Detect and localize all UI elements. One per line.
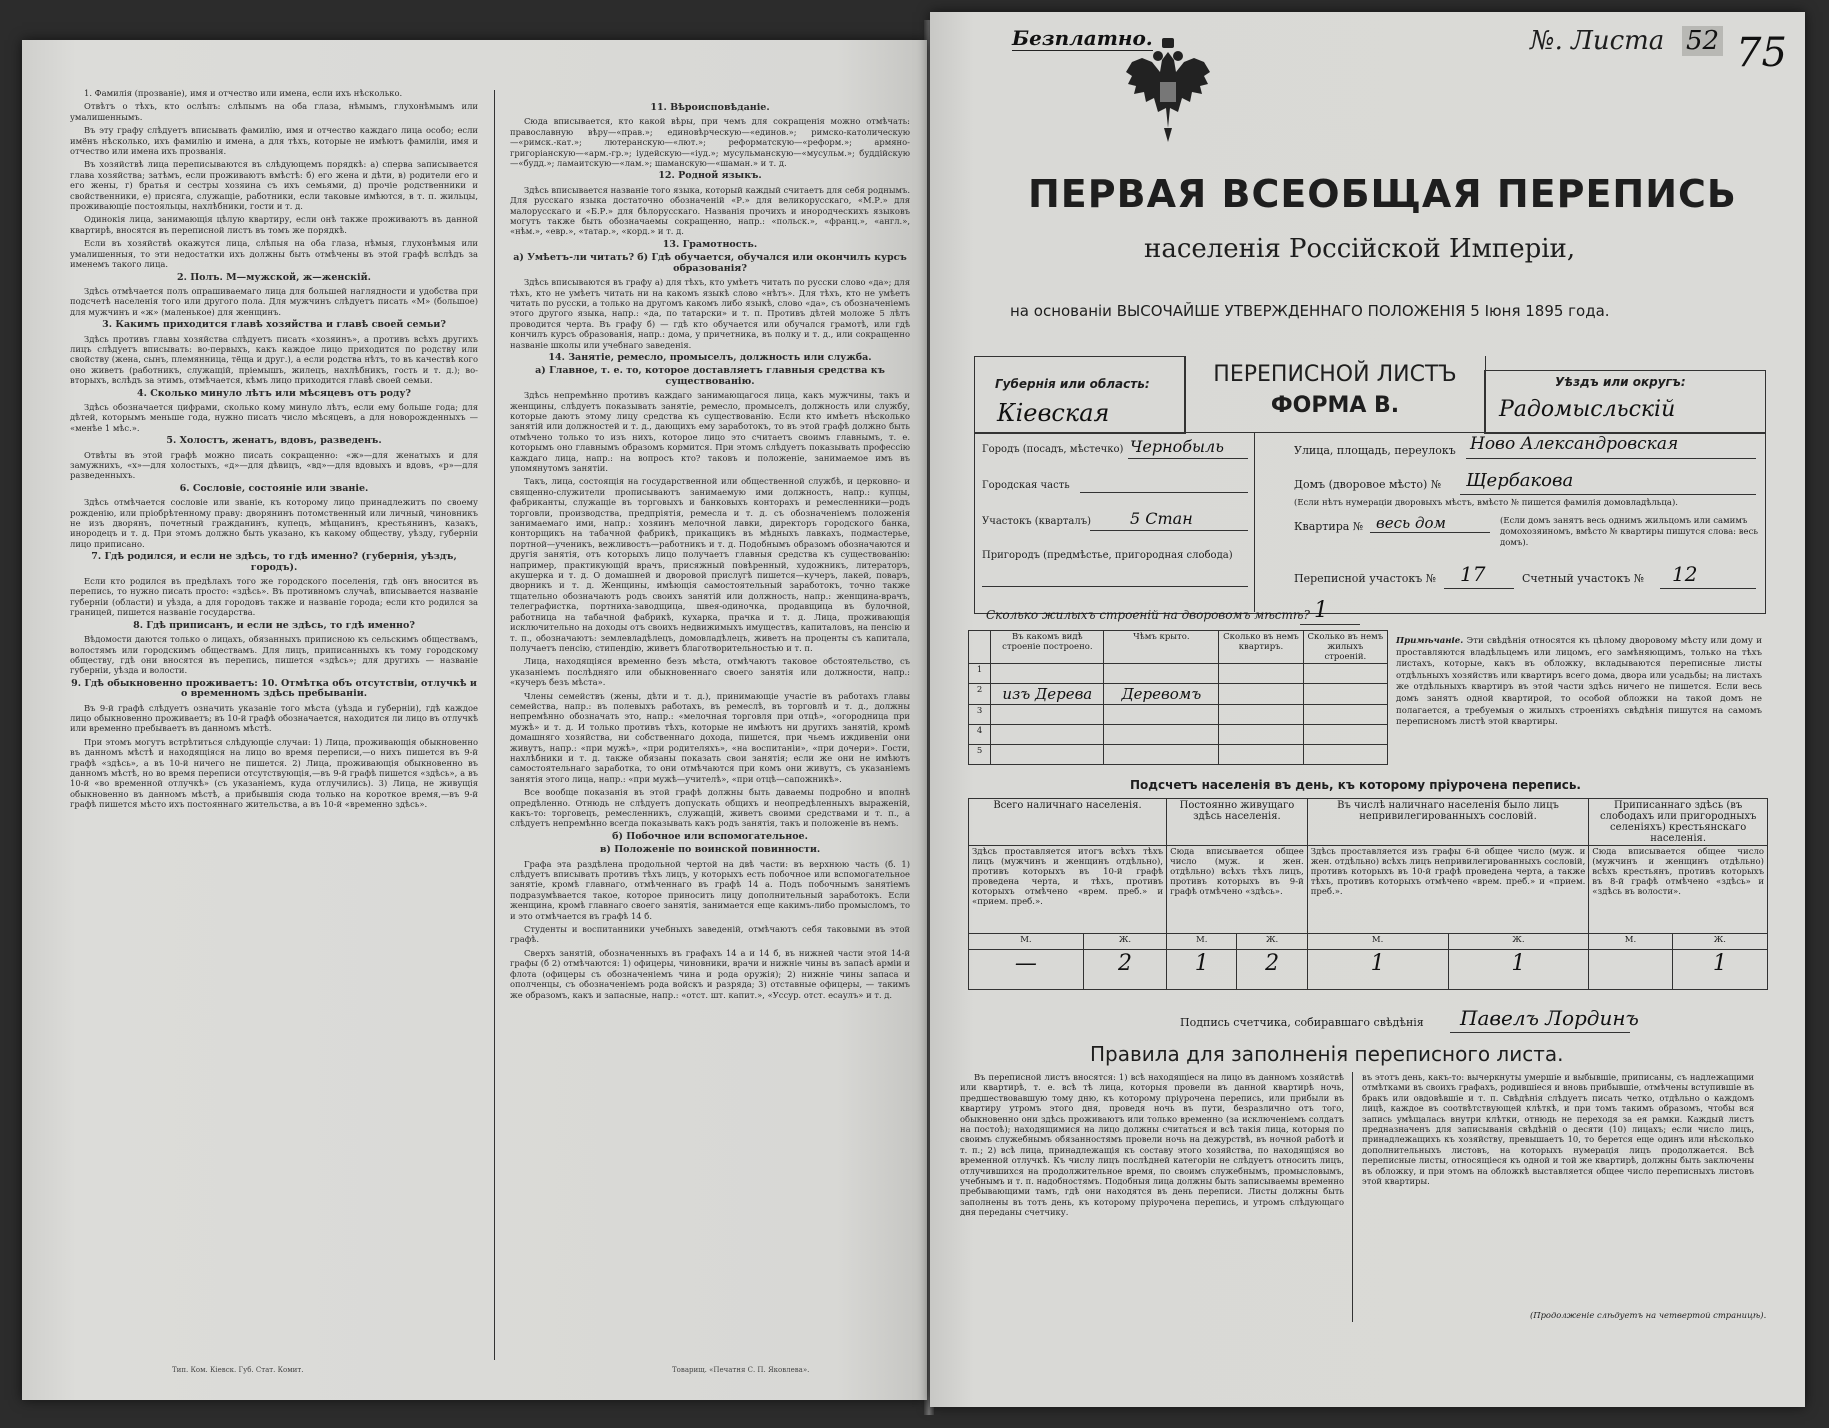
- ct-head-present: Всего наличнаго населенія.: [969, 799, 1167, 846]
- instruction-heading: 2. Полъ. М—мужской, ж—женскій.: [176, 271, 371, 283]
- ct-head-permanent: Постоянно живущаго здѣсь населенія.: [1167, 799, 1308, 846]
- main-title: ПЕРВАЯ ВСЕОБЩАЯ ПЕРЕПИСЬ: [1028, 172, 1737, 216]
- perepisnoy-line: [1444, 588, 1514, 589]
- instruction-paragraph: Здѣсь противъ главы хозяйства слѣдуетъ писать «хозяинъ», а противъ всѣхъ другихъ лицъ слѣдуетъ вписывать: во-первыхъ, какъ каждое лицо приходится по родству или свойству (жена, сынъ, племянница, тёща и друг.), а если родства нѣтъ, то въ качествѣ кого оно живетъ (работникъ, служащій, пріемышъ, жилецъ, нахлѣбникъ, гость и т. д.); во-вторыхъ, вслѣдъ за этимъ, отмѣчается, кѣмъ лицо приходится главѣ своей семьи.: [70, 333, 478, 386]
- chast-label: Городская часть: [982, 480, 1070, 491]
- schetny-label: Счетный участокъ №: [1522, 572, 1645, 585]
- guberniya-label: Губернія или область:: [995, 377, 1150, 391]
- instruction-heading: 9. Гдѣ обыкновенно проживаетъ: 10. Отмѣтка объ отсутствіи, отлучкѣ и о временномъ здѣсь пребываніи.: [71, 677, 477, 700]
- gorod-line: [1128, 458, 1248, 459]
- guberniya-value: Кіевская: [997, 399, 1110, 427]
- instruction-paragraph: Лица, находящіяся временно безъ мѣста, отмѣчаютъ таковое обстоятельство, съ указаніемъ послѣдняго или обыкновеннаго своего занятія или должности, напр.: «кучеръ безъ мѣста».: [510, 656, 910, 688]
- instruction-paragraph: Здѣсь вписывается названіе того языка, который каждый считаетъ для себя роднымъ. Для русскаго языка достаточно обозначеній «Р.» для великорусскаго, «М.Р.» для малорусскаго и «Б.Р.» для бѣлорусскаго. Названія прочихъ и инородческихъ языковъ могутъ также быть обозначаемы сокращенно, напр.: «польск.», «франц.», «англ.», «нѣм.», «евр.», «татар.», «корд.» и т. д.: [510, 184, 910, 237]
- count-permanent-male: 1: [1167, 950, 1237, 990]
- instruction-heading: 14. Занятіе, ремесло, промыселъ, должность или служба.: [548, 351, 872, 363]
- rules-column-1: Въ переписной листъ вносятся: 1) всѣ находящіеся на лицо въ данномъ хозяйствѣ или квартирѣ, т. е. всѣ тѣ лица, которыя провели въ данной квартирѣ ночь, предшествовавшую тому дню, къ которому пріурочена перепись, или прибыли въ квартиру утромъ этого дня, проведя ночь въ пути, безразлично отъ того, обыкновенно они здѣсь проживаютъ или только временно (за исключеніемъ солдатъ на постоѣ); находящимися на лицо должны считаться и всѣ такія лица, которыя по своимъ служебнымъ обязанностямъ провели ночь на дежурствѣ, въ ночной работѣ и т. п.; 2) всѣ лица, принадлежащія къ составу этого хозяйства, по находящіяся во временной отлучкѣ. Къ числу лицъ послѣдней категоріи не слѣдуетъ относить лицъ, отлучившихся на продолжительное время, по своимъ служебнымъ, промысловымъ, учебнымъ и т. п. надобностямъ. Подобныя лица должны быть записываемы временно пребывающими тамъ, гдѣ они находятся въ день переписи. Листы должны быть заполнены въ тотъ день, къ которому пріурочена перепись, и утромъ слѣдующаго дня переданы счетчику.: [960, 1072, 1344, 1218]
- zh-label: Ж.: [1083, 934, 1166, 950]
- instruction-heading: 4. Сколько минуло лѣтъ или мѣсяцевъ отъ роду?: [136, 387, 412, 399]
- schetny-line: [1660, 588, 1756, 589]
- m-label: М.: [1307, 934, 1448, 950]
- uchastok-label: Участокъ (кварталъ): [982, 516, 1091, 527]
- m-label: М.: [1167, 934, 1237, 950]
- address-divider: [1254, 432, 1255, 612]
- kvartira-label: Квартира №: [1294, 520, 1364, 533]
- instruction-heading: 3. Какимъ приходится главѣ хозяйства и главѣ своей семьи?: [102, 319, 446, 331]
- count-peasants-male: [1589, 950, 1672, 990]
- schetny-value: 12: [1672, 562, 1698, 586]
- bt-row-roof: [1104, 664, 1219, 684]
- ct-desc-permanent: Сюда вписывается общее число (муж. и жен. отдѣльно) всѣхъ тѣхъ лицъ, противъ которыхъ въ 9-й графѣ отмѣчено «здѣсь».: [1167, 846, 1308, 934]
- perepisnoy-label: Переписной участокъ №: [1294, 572, 1437, 585]
- bt-row-roof: Деревомъ: [1104, 684, 1219, 705]
- instruction-paragraph: Все вообще показанія въ этой графѣ должны быть даваемы подробно и вполнѣ опредѣленно. Отнюдь не слѣдуетъ допускать общихъ и неопредѣленныхъ выраженій, какъ-то: торговецъ, ремесленникъ, служащій, живетъ своими средствами и т. п., а слѣдуетъ непремѣнно всегда показывать какъ родъ занятія, такъ и положеніе въ немъ.: [510, 787, 910, 829]
- uchastok-line: [1090, 530, 1248, 531]
- archive-page-number: 75: [1736, 30, 1787, 76]
- signature-label: Подпись счетчика, собиравшаго свѣдѣнія: [1180, 1016, 1424, 1029]
- right-page-census-form: [930, 12, 1805, 1407]
- count-peasants-female: 1: [1672, 950, 1767, 990]
- uezd-value: Радомысльскій: [1499, 397, 1676, 422]
- kvartira-value: весь дом: [1376, 514, 1446, 532]
- rules-divider: [1352, 1072, 1353, 1322]
- ct-desc-peasants: Сюда вписывается общее число (мужчинъ и женщинъ отдѣльно) всѣхъ крестьянъ, противъ которыхъ въ 8-й графѣ отмѣчено «здѣсь» и «здѣсь въ волости».: [1589, 846, 1768, 934]
- ulitsa-value: Ново Александровская: [1470, 434, 1679, 454]
- instructions-column-2: [510, 100, 910, 1350]
- uchastok-value: 5 Стан: [1130, 509, 1193, 528]
- instruction-heading: а) Главное, т. е. то, которое доставляетъ главныя средства къ существованію.: [535, 365, 885, 387]
- uezd-box: [1484, 370, 1766, 434]
- instruction-heading: б) Побочное или вспомогательное.: [612, 830, 808, 842]
- instruction-paragraph: Здѣсь обозначается цифрами, сколько кому минуло лѣтъ, если ему больше года; для дѣтей, которымъ меньше года, нужно писать число мѣсяцевъ, а для новорожденныхъ — «менѣе 1 мѣс.».: [70, 401, 478, 433]
- left-page-instructions: [22, 40, 927, 1400]
- instruction-paragraph: 1. Фамилія (прозваніе), имя и отчество или имена, если ихъ нѣсколько.: [84, 88, 403, 98]
- instruction-paragraph: Если въ хозяйствѣ окажутся лица, слѣпыя на оба глаза, нѣмыя, глухонѣмыя или умалишенныя, то эти недостатки ихъ должны быть отмѣчены въ этой графѣ вслѣдъ за именемъ такого лица.: [70, 238, 478, 270]
- bt-head-built: Въ какомъ видѣ строеніе построено.: [991, 631, 1104, 664]
- instruction-paragraph: Отвѣтъ о тѣхъ, кто ослѣпъ: слѣпымъ на оба глаза, нѣмымъ, глухонѣмымъ или умалишеннымъ.: [70, 101, 478, 122]
- bt-row-roof: [1104, 745, 1219, 765]
- m-label: М.: [969, 934, 1084, 950]
- dom-label: Домъ (дворовое мѣсто) №: [1294, 478, 1442, 491]
- free-label: Безплатно.: [1012, 26, 1153, 50]
- count-present-male: —: [969, 950, 1084, 990]
- sheet-number-label: №. Листа: [1530, 26, 1665, 56]
- ulitsa-line: [1466, 458, 1756, 459]
- bt-row-num: 1: [969, 664, 991, 684]
- instruction-heading: а) Умѣетъ-ли читать? б) Гдѣ обучается, обучался или окончилъ курсъ образованія?: [513, 252, 907, 274]
- chast-line: [1080, 492, 1248, 493]
- gorod-value: Чернобыль: [1130, 437, 1224, 456]
- instruction-paragraph: Такъ, лица, состоящія на государственной или общественной службѣ, и церковно- и священно-служители прописываютъ занимаемую ими должность, напр.: купцы, фабриканты, служащіе въ торговыхъ и банковыхъ конторахъ и ремесленники—родъ торговли, производства, предпріятія, ремесла и т. д. съ обозначеніемъ положенія занимаемаго ими, напр.: хозяинъ мелочной лавки, директоръ городского банка, конторщикъ на табачной фабрикѣ, прикащикъ въ мѣдныхъ лавкахъ, подмастерье, портной—ученикъ, вежливостъ—работникъ и т. д. Подобнымъ образомъ обозначаются и другія занятія, отъ которыхъ лицо получаетъ главныя средства къ существованію: например, практикующій врачъ, присяжный повѣренный, художникъ, литераторъ, акушерка и т. д. О домашней и дворовой прислугѣ пишется—кучеръ, лакей, поваръ, дворникъ и т. д. Женщины, имѣющія самостоятельный заработокъ, точно также тщательно обозначаютъ родъ своихъ занятій или должность, напр.: женщина-врачъ, телеграфистка, портниха-заводщица, швея-одиночка, продавщица въ булочной, работница на табачной фабрикѣ, кухарка, прачка и т. д. Лица, проживающія исключительно на доходы отъ своихъ недвижимыхъ имуществъ, капиталовъ, на пенсію и т. п., обозначаютъ: землевладѣлецъ, домовладѣлецъ, живетъ на проценты съ капитала, получаетъ пенсію, стипендію, живетъ благотворительностью и т. п.: [510, 476, 910, 653]
- m-label: М.: [1589, 934, 1672, 950]
- bt-head-roof: Чѣмъ крыто.: [1104, 631, 1219, 664]
- bt-row-roof: [1104, 725, 1219, 745]
- stroeniy-label: Сколько жилыхъ строеній на дворовомъ мѣстѣ?: [986, 608, 1310, 622]
- prigorod-line: [982, 586, 1248, 587]
- count-nonprivileged-male: 1: [1307, 950, 1448, 990]
- bt-row-num: 2: [969, 684, 991, 705]
- bt-row-built: [991, 705, 1104, 725]
- subtitle: населенія Россійской Имперіи,: [1144, 234, 1576, 264]
- kvartira-note: (Если домъ занятъ весь однимъ жильцомъ или самимъ домохозяиномъ, вмѣсто № квартиры пишутся слова: весь домъ).: [1500, 516, 1758, 548]
- zh-label: Ж.: [1672, 934, 1767, 950]
- instruction-paragraph: Отвѣты въ этой графѣ можно писать сокращенно: «ж»—для женатыхъ и для замужнихъ, «х»—для холостыхъ, «д»—для дѣвицъ, «вд»—для вдовыхъ и вдовъ, «р»—для разведенныхъ.: [70, 449, 478, 481]
- ct-desc-nonprivileged: Здѣсь проставляется изъ графы 6-й общее число (муж. и жен. отдѣльно) всѣхъ лицъ непривилегированныхъ сословій, противъ которыхъ въ 10-й графѣ проведена черта, а также тѣхъ, противъ которыхъ отмѣчено «врем. преб.» и «прием. преб.».: [1307, 846, 1589, 934]
- instruction-paragraph: Вѣдомости даются только о лицахъ, обязанныхъ приписною къ сельскимъ обществамъ, волостямъ или городскимъ обществамъ. Для лицъ, приписанныхъ къ тому городскому обществу, гдѣ они вносятся въ перепись, пишется «здѣсь»; для другихъ — названіе губерніи, уѣзда и волости.: [70, 634, 478, 676]
- zh-label: Ж.: [1448, 934, 1589, 950]
- instruction-paragraph: Здѣсь вписываются въ графу а) для тѣхъ, кто умѣетъ читать по русски слово «да»; для тѣхъ, кто не умѣетъ читать ни на какомъ языкѣ слово «нѣтъ». Для тѣхъ, кто не умѣетъ читать по русски, а только на другомъ какомъ либо языкѣ, слово «да», съ обозначеніемъ этого другого языка, напр.: «да, по татарски» и т. п. Противъ дѣтей моложе 5 лѣтъ проводится черта. Въ графу б) — гдѣ кто обучается или обучался грамотѣ, или гдѣ кончилъ курсъ образованія, напр.: дома, у причетника, въ полку и т. д., или сокращенно названіе школы или учебнаго заведенія.: [510, 277, 910, 350]
- instruction-paragraph: Одинокія лица, занимающія цѣлую квартиру, если онѣ также проживаютъ въ данной квартирѣ, вносятся въ переписной листъ въ томъ же порядкѣ.: [70, 214, 478, 235]
- column-divider: [494, 90, 495, 1360]
- instruction-paragraph: Въ хозяйствѣ лица переписываются въ слѣдующемъ порядкѣ: а) сперва записывается глава хозяйства; затѣмъ, если проживаютъ вмѣстѣ: б) его жена и дѣти, в) родители его и его жены, г) братья и сестры хозяина съ ихъ семьями, д) прочіе родственники и свойственники, е) присяга, служащіе, работники, если таковые имѣются, в т. п. жильцы, проживающіе постояльцы, нахлѣбники, гости и т. д.: [70, 159, 478, 212]
- instruction-paragraph: Графа эта раздѣлена продольной чертой на двѣ части: въ верхнюю часть (б. 1) слѣдуетъ вписывать противъ тѣхъ лицъ, у которыхъ есть побочное или вспомогательное занятіе, кромѣ главнаго, отмѣченнаго въ графѣ 14 а. Подъ побочнымъ занятіемъ подразумѣвается такое, которое приносить лицу дополнительный заработокъ. Если женщина, кромѣ главнаго своего занятія, занимается еще какимъ-либо промысломъ, то и это отмѣчается въ графѣ 14 б.: [510, 858, 910, 921]
- stroeniy-value: 1: [1314, 598, 1328, 623]
- sheet-title: [1184, 356, 1486, 433]
- count-nonprivileged-female: 1: [1448, 950, 1589, 990]
- instruction-heading: 11. Вѣроисповѣданіе.: [650, 102, 770, 113]
- kvartira-line: [1370, 532, 1490, 533]
- instruction-paragraph: Члены семействъ (жены, дѣти и т. д.), принимающіе участіе въ работахъ главы семейства, напр.: въ полевыхъ работахъ, въ ремеслѣ, въ торговлѣ и т. д., должны непремѣнно обозначать это, напр.: «мелочная торговля при отцѣ», «огородница при мужѣ» и т. д. И только противъ тѣхъ, которые не имѣютъ ни другихъ занятій, кромѣ домашняго хозяйства, ни собственнаго дохода, пишется, при чьемъ иждивеніи они живутъ, напр.: «при мужѣ», «при родителяхъ», «на воспитаніи», «при дочери». Гости, нахлѣбники и т. д. также обязаны показать свои занятія; если же они не имѣютъ самостоятельнаго заработка, то они отмѣчаются при комъ они живутъ, съ указаніемъ занятія этого лица, напр.: «при мужѣ—учителѣ», «при отцѣ—сапожникѣ».: [510, 690, 910, 784]
- count-title: Подсчетъ населенія въ день, къ которому пріурочена перепись.: [1130, 778, 1581, 792]
- rules-title: Правила для заполненія переписного листа.: [1090, 1042, 1564, 1066]
- rules-continued-note: (Продолженіе слѣдуетъ на четвертой страницѣ).: [1530, 1310, 1767, 1320]
- dom-note: (Если нѣтъ нумераціи дворовыхъ мѣстъ, вмѣсто № пишется фамилія домовладѣльца).: [1294, 498, 1678, 508]
- basis-line: на основаніи ВЫСОЧАЙШЕ УТВЕРЖДЕННАГО ПОЛОЖЕНІЯ 5 Іюня 1895 года.: [1010, 302, 1610, 320]
- count-present-female: 2: [1083, 950, 1166, 990]
- instruction-paragraph: Сверхъ занятій, обозначенныхъ въ графахъ 14 а и 14 б, въ нижней части этой 14-й графы (б 2) отмѣчаются: 1) офицеры, чиновники, врачи и нижніе чины въ запасѣ арміи и флота (офицеры съ обозначеніемъ чина и рода оружія); 2) нижніе чины запаса и ополченцы, съ обозначеніемъ рода войскъ и разряда; 3) отставные офицеры, — такимъ же образомъ, какъ и запасные, напр.: «отст. шт. капит.», «Уссур. отст. есаулъ» и т. д.: [510, 947, 910, 1000]
- bt-row-num: 3: [969, 705, 991, 725]
- instruction-paragraph: Въ эту графу слѣдуетъ вписывать фамилію, имя и отчество каждаго лица особо; если имёнъ нѣсколько, ихъ фамилію и имена, а для тѣхъ, которые не имѣютъ фамиліи, имя и отчество или имена ихъ прозванія.: [70, 125, 478, 157]
- rules-column-2: въ этотъ день, какъ-то: вычеркнуты умершіе и выбывшіе, приписаны, съ надлежащими отмѣтками въ своихъ графахъ, родившіеся и вновь прибывшіе, отмѣчены вступившіе въ бракъ или овдовѣвшіе и т. п. Свѣдѣнія слѣдуетъ писать четко, отдѣльно о каждомъ лицѣ, каждое въ соотвѣтствующей клѣткѣ, и при томъ такимъ образомъ, чтобы вся запись умѣщалась внутри клѣтки, отнюдь не переходя за ея рамки. Каждый листъ предназначенъ для записыванія свѣдѣній о десяти (10) лицахъ; если число лицъ, принадлежащихъ къ хозяйству, превышаетъ 10, то берется еще одинъ или нѣсколько дополнительныхъ листовъ, на которыхъ нумерація лицъ продолжается. Всѣ переписные листы, относящіеся къ одной и той же квартирѣ, должны быть заключены въ обложку, и при этомъ на обложкѣ выставляется общее число переписныхъ листовъ этой квартиры.: [1362, 1072, 1754, 1187]
- bt-row-built: [991, 745, 1104, 765]
- guberniya-box: [974, 356, 1186, 434]
- sheet-number-value: 52: [1682, 26, 1723, 56]
- printer-note-right: Товарищ. «Печатня С. П. Яковлева».: [672, 1366, 810, 1374]
- instruction-paragraph: Студенты и воспитанники учебныхъ заведеній, отмѣчаютъ себя таковыми въ этой графѣ.: [510, 924, 910, 945]
- ct-head-nonprivileged: Въ числѣ наличнаго населенія было лицъ непривилегированныхъ сословій.: [1307, 799, 1589, 846]
- perepisnoy-value: 17: [1460, 562, 1486, 586]
- count-permanent-female: 2: [1237, 950, 1307, 990]
- dom-value: Щербакова: [1466, 470, 1574, 491]
- bt-head-apartments: Сколько въ немъ квартиръ.: [1219, 631, 1303, 664]
- note-title: Примѣчаніе.: [1396, 636, 1464, 646]
- population-count-table: [968, 798, 1768, 990]
- buildings-table: [968, 630, 1388, 765]
- signature-value: Павелъ Лординъ: [1460, 1006, 1639, 1030]
- bt-row-built: [991, 725, 1104, 745]
- uezd-label: Уѣздъ или округъ:: [1555, 375, 1686, 389]
- printer-note-left: Тип. Ком. Кіевск. Губ. Стат. Комит.: [172, 1366, 304, 1374]
- instruction-heading: 6. Сословіе, состояніе или званіе.: [179, 482, 369, 494]
- ulitsa-label: Улица, площадь, переулокъ: [1294, 444, 1456, 457]
- double-headed-eagle-emblem: [1108, 32, 1228, 152]
- dom-line: [1460, 494, 1756, 495]
- instruction-paragraph: Если кто родился въ предѣлахъ того же городского поселенія, гдѣ онъ вносится въ перепись, то нужно писать просто: «здѣсь». Въ противномъ случаѣ, вписывается названіе губерніи (области) и уѣзда, а для городовъ также и названіе города; если кто родился за границей, пишется названіе государства.: [70, 576, 478, 618]
- instruction-heading: 5. Холостъ, женатъ, вдовъ, разведенъ.: [166, 435, 382, 447]
- bt-row-built: [991, 664, 1104, 684]
- prigorod-label: Пригородъ (предмѣстье, пригородная слобода): [982, 550, 1233, 561]
- instruction-heading: 8. Гдѣ приписанъ, и если не здѣсь, то гдѣ именно?: [133, 619, 415, 631]
- bt-row-roof: [1104, 705, 1219, 725]
- bt-row-num: 5: [969, 745, 991, 765]
- note-text: Эти свѣдѣнія относятся къ цѣлому дворовому мѣсту или дому и проставляются владѣльцемъ или лицомъ, его замѣняющимъ, только на тѣхъ листахъ, которые, какъ въ обложку, вкладываются переписные листы отдѣльныхъ хозяйствъ или квартиръ всего дома, двора или усадьбы; на листахъ же отдѣльныхъ квартиръ въ этой части здѣсь ничего не пишется. Если весь домъ занятъ одной квартирой, то особой обложки на такой домъ не полагается, а требуемыя о жилыхъ строеніяхъ свѣдѣнія пишутся на самомъ переписномъ листѣ этой квартиры.: [1396, 636, 1762, 728]
- instruction-paragraph: Въ 9-й графѣ слѣдуетъ означить указаніе того мѣста (уѣзда и губерніи), гдѣ каждое лицо обыкновенно проживаетъ; въ 10-й графѣ обозначается, находится ли лицо въ отлучкѣ или временно пребываетъ въ данномъ мѣстѣ.: [70, 702, 478, 734]
- instruction-heading: в) Положеніе по воинской повинности.: [599, 844, 821, 856]
- instruction-heading: 12. Родной языкъ.: [658, 170, 762, 182]
- sheet-title-line-2: ФОРМА В.: [1270, 393, 1400, 418]
- zh-label: Ж.: [1237, 934, 1307, 950]
- instruction-paragraph: При этомъ могутъ встрѣтиться слѣдующіе случаи: 1) Лица, проживающія обыкновенно въ данномъ мѣстѣ и находящіяся на лицо во время переписи,—о нихъ пишется въ 9-й графѣ «здѣсь», а въ 10-й ничего не пишется. 2) Лица, проживающія обыкновенно въ данномъ мѣстѣ, но во время переписи отсутствующія,—въ 9-й графѣ пишется «здѣсь», а въ 10-й «во временной отлучкѣ» (съ указаніемъ, куда отлучились). 3) Лица, не живущія обыкновенно въ данномъ мѣстѣ, а прибывшія сюда только на короткое время,—въ 9-й графѣ пишется мѣсто ихъ постояннаго жительства, а въ 10-й «временно здѣсь».: [70, 736, 478, 810]
- ct-head-peasants: Приписаннаго здѣсь (въ слободахъ или пригородныхъ селеніяхъ) крестьянскаго населенія.: [1589, 799, 1768, 846]
- sheet-title-line-1: ПЕРЕПИСНОЙ ЛИСТЪ: [1213, 362, 1457, 387]
- buildings-note: [1396, 636, 1762, 729]
- instruction-heading: 7. Гдѣ родился, и если не здѣсь, то гдѣ именно? (губернія, уѣздъ, городъ).: [91, 551, 457, 573]
- stroeniy-line: [1300, 624, 1360, 625]
- bt-head-living: Сколько въ немъ жилыхъ строеній.: [1303, 631, 1387, 664]
- signature-line: [1450, 1032, 1630, 1033]
- instruction-paragraph: Здѣсь отмѣчается сословіе или званіе, къ которому лицо принадлежитъ по своему рожденію, или пріобрѣтенному праву: дворянинъ потомственный или личный, чиновникъ не изъ дворянъ, почетный гражданинъ, купецъ, мѣщанинъ, крестьянинъ, казакъ, инородецъ и т. д. При этомъ должно быть указано, къ какому обществу, уѣзду, губерніи лицо приписано.: [70, 497, 478, 549]
- instruction-paragraph: Здѣсь непремѣнно противъ каждаго занимающагося лица, какъ мужчины, такъ и женщины, слѣдуетъ показывать занятіе, ремесло, промыселъ, должность или службу, которые даютъ этому лицу средства къ существованію. Если кто имѣетъ нѣсколько занятій или должностей и т. д., дающихъ ему заработокъ, то въ этой графѣ должно быть отмѣчено только то изъ нихъ, которое лицо это считаетъ своимъ главнымъ, т. е. которымъ оно главнымъ образомъ кормится. При этомъ слѣдуетъ показывать профессію каждаго лица, напр.: на вопросъ кто? таковъ и положеніе, занимаемое имъ въ упомянутомъ занятіи.: [510, 390, 910, 473]
- gorod-label: Городъ (посадъ, мѣстечко): [982, 444, 1124, 455]
- bt-row-built: изъ Дерева: [991, 684, 1104, 705]
- instruction-paragraph: Сюда вписывается, кто какой вѣры, при чемъ для сокращенія можно отмѣчать: православную вѣру—«прав.»; единовѣрческую—«единов.»; римско-католическую—«римск.-кат.»; лютеранскую—«лют.»; реформатскую—«реформ.»; армяно-григоріанскую—«арм.-гр.»; іудейскую—«іуд.»; мусульманскую—«мусульм.»; буддійскую—«будд.»; ламаитскую—«лам.»; шаманскую—«шаман.» и т. д.: [510, 116, 910, 169]
- instructions-column-1: [70, 88, 478, 1348]
- ct-desc-present: Здѣсь проставляется итогъ всѣхъ тѣхъ лицъ (мужчинъ и женщинъ отдѣльно), противъ которыхъ въ 10-й графѣ проведена черта, и тѣхъ, противъ которыхъ отмѣчено «врем. преб.» и «прием. преб.».: [969, 846, 1167, 934]
- instruction-paragraph: Здѣсь отмѣчается полъ опрашиваемаго лица для большей наглядности и удобства при подсчетѣ населенія того или другого пола. Для мужчинъ слѣдуетъ писать «М» (большое) для мужчинъ и «ж» (маленькое) для женщинъ.: [70, 285, 478, 317]
- instruction-heading: 13. Грамотность.: [662, 238, 758, 250]
- bt-row-num: 4: [969, 725, 991, 745]
